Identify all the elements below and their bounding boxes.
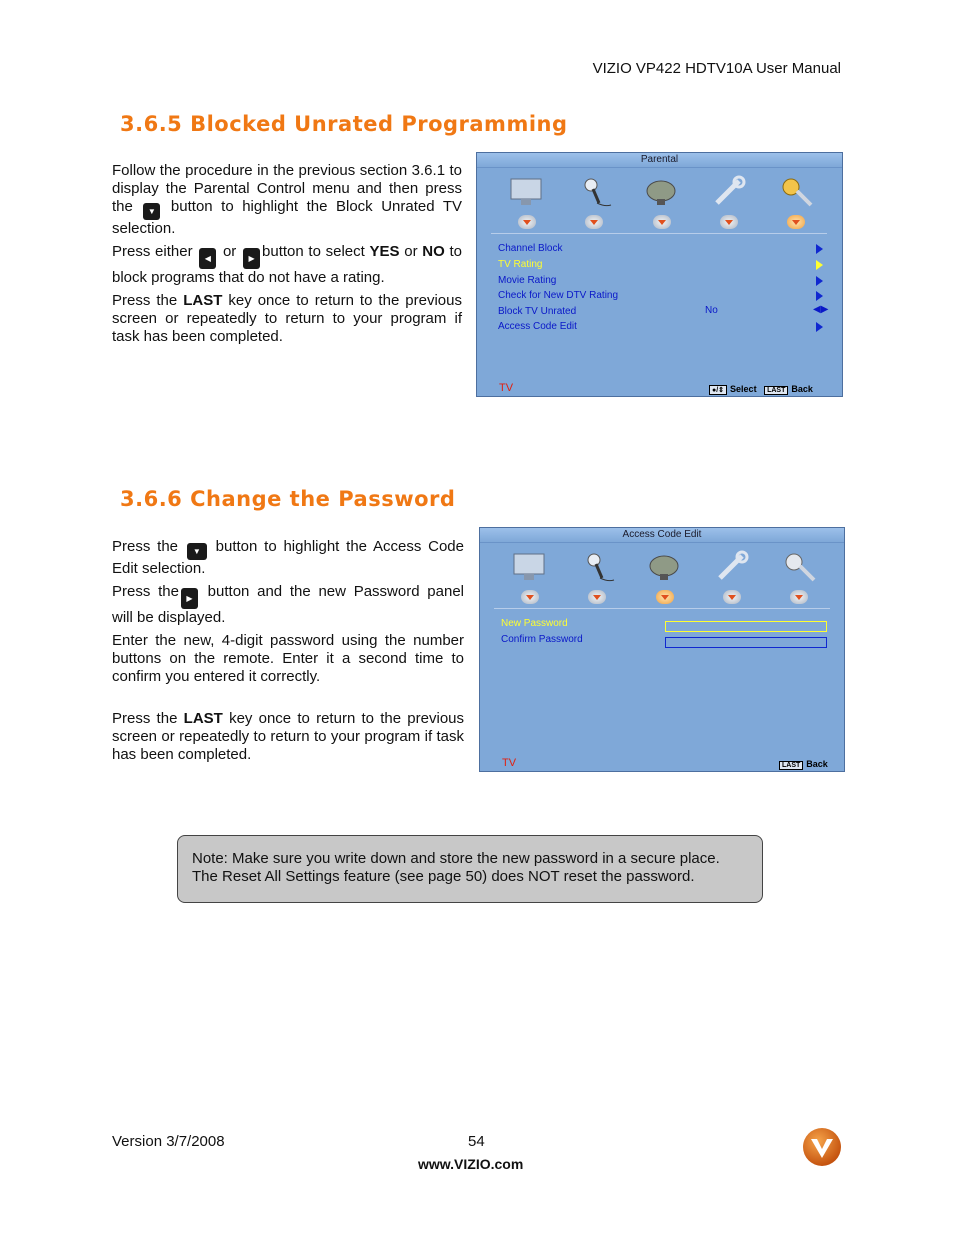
tv-dish-icon [644,550,684,584]
category-arrow [518,215,536,229]
down-arrow-key-icon: ▼ [187,543,207,560]
section-title-change-password: 3.6.6 Change the Password [120,487,456,511]
right-arrow-key-icon: ▶ [181,588,198,609]
category-arrow [585,215,603,229]
menu-item-channel-block[interactable]: Channel Block [498,243,563,254]
setup-tools-icon [712,550,752,584]
submenu-arrow-icon [816,244,823,254]
last-key-icon: LAST [764,386,788,395]
parental-key-icon [780,550,820,584]
new-password-input[interactable] [665,621,827,632]
select-key-icon: ●/⇕ [709,385,727,395]
block-unrated-value: No [705,305,718,316]
menu-item-access-code-edit[interactable]: Access Code Edit [498,321,577,332]
back-label: Back [806,759,828,769]
note-box [177,835,763,903]
version-text: Version 3/7/2008 [112,1133,225,1150]
submenu-arrow-icon [816,322,823,332]
parental-key-icon [777,175,817,209]
text: or [222,243,237,260]
text: Follow the procedure in the previous section 3.6.1 to display the Parental Control menu and then press the [112,162,462,215]
text: Press the [112,710,178,727]
category-arrow [720,215,738,229]
input-source-label: TV [499,382,514,394]
section-title-blocked-unrated: 3.6.5 Blocked Unrated Programming [120,112,568,136]
text: or [404,243,418,260]
category-arrow-selected [656,590,674,604]
text: Press the [112,538,179,555]
section1-paragraph-1 [112,162,462,238]
text: Press either [112,243,193,260]
menu-item-tv-rating[interactable]: TV Rating [498,259,543,270]
category-arrow [723,590,741,604]
section2-paragraph-1 [112,538,464,578]
category-arrow [653,215,671,229]
yes-text: YES [369,243,400,260]
page-number: 54 [468,1133,485,1150]
section1-body [112,162,462,351]
access-code-edit-screenshot [479,527,845,772]
down-arrow-key-icon: ▼ [143,203,160,220]
website-url: www.VIZIO.com [418,1156,524,1172]
category-arrow [521,590,539,604]
setup-tools-icon [709,175,749,209]
confirm-password-input[interactable] [665,637,827,648]
text: key once to return to the previous screen or repeatedly to return to your program if task has been completed. [112,292,462,345]
manual-title: VIZIO VP422 HDTV10A User Manual [592,60,841,77]
select-label: Select [730,384,757,394]
text: to block programs that do not have a rating. [112,243,462,286]
text: Press the [112,583,179,600]
category-arrow-selected [787,215,805,229]
last-key-text: LAST [183,710,223,727]
audio-icon [578,550,618,584]
osd-footer-hints [709,384,813,395]
note-line-1: Note: Make sure you write down and store the new password in a secure place. [192,850,720,867]
menu-item-movie-rating[interactable]: Movie Rating [498,275,557,286]
picture-icon [510,550,550,584]
text: button and the new Password panel will be displayed. [112,583,464,626]
category-arrow [588,590,606,604]
divider [491,233,827,234]
submenu-arrow-icon [816,260,823,270]
submenu-arrow-icon [816,291,823,301]
tv-dish-icon [641,175,681,209]
left-arrow-key-icon: ◀ [199,248,216,269]
audio-icon [575,175,615,209]
right-arrow-key-icon: ▶ [243,248,260,269]
section2-body [112,538,464,769]
submenu-arrow-icon [816,276,823,286]
divider [494,608,830,609]
osd-title: Parental [477,153,842,168]
menu-item-check-new-dtv-rating[interactable]: Check for New DTV Rating [498,290,619,301]
parental-menu-screenshot [476,152,843,397]
text: key once to return to the previous screen or repeatedly to return to your program if task has been completed. [112,710,465,763]
no-text: NO [422,243,445,260]
text: Enter the new, 4-digit password using the number buttons on the remote. Enter it a second time to confirm you entered it correctly. [112,632,464,685]
osd-footer-hints [779,759,828,770]
new-password-label: New Password [501,618,568,629]
section1-paragraph-3 [112,292,462,346]
note-line-2: The Reset All Settings feature (see page 50) does NOT reset the password. [192,868,695,885]
text: Press the [112,292,178,309]
last-key-icon: LAST [779,761,803,770]
input-source-label: TV [502,757,517,769]
section2-paragraph-4 [112,710,464,764]
left-right-arrows-icon: ◀▶ [813,304,829,315]
section2-paragraph-2 [112,583,464,627]
text: button to select [262,243,365,260]
picture-icon [507,175,547,209]
text: button to highlight the Block Unrated TV selection. [112,198,462,237]
category-arrow [790,590,808,604]
text: button to highlight the Access Code Edit selection. [112,538,464,577]
confirm-password-label: Confirm Password [501,634,583,645]
section2-paragraph-3 [112,632,464,686]
back-label: Back [791,384,813,394]
vizio-logo [802,1127,842,1167]
osd-title: Access Code Edit [480,528,844,543]
menu-item-block-tv-unrated[interactable]: Block TV Unrated [498,306,577,317]
section1-paragraph-2 [112,243,462,287]
last-key-text: LAST [183,292,223,309]
